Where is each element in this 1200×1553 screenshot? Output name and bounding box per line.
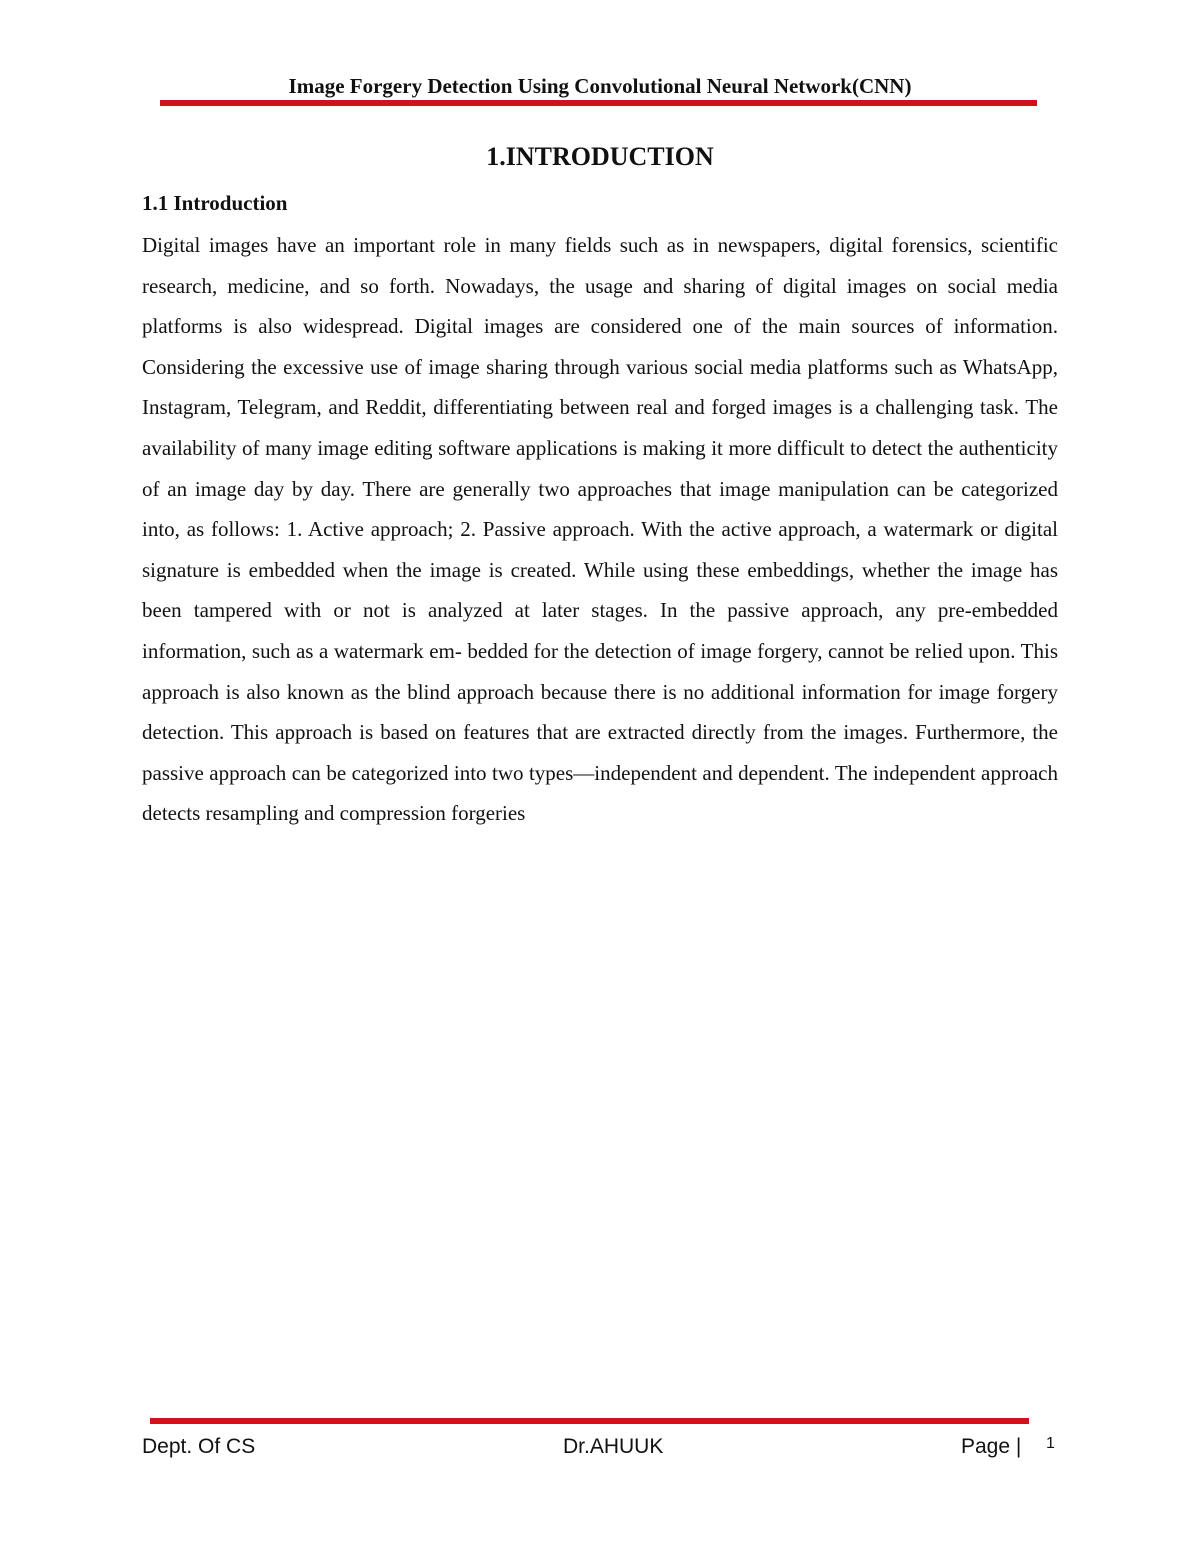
body-paragraph: Digital images have an important role in many fields such as in newspapers, digital forensics, scientific research, medicine, and so forth. Nowadays, the usage and sharing of digital images on social media platforms is also widespread. Digital images are considered one of the main sources of information. Considering the excessive use of image sharing through various social media platforms such as WhatsApp, Instagram, Telegram, and Reddit, differentiating between real and forged images is a challenging task. The availability of many image editing software applications is making it more difficult to detect the authenticity of an image day by day. There are generally two approaches that image manipulation can be categorized into, as follows: 1. Active approach; 2. Passive approach. With the active approach, a watermark or digital signature is embedded when the image is created. While using these embeddings, whether the image has been tampered with or not is analyzed at later stages. In the passive approach, any pre-embedded information, such as a watermark em- bedded for the detection of image forgery, cannot be relied upon. This approach is also known as the blind approach because there is no additional information for image forgery detection. This approach is based on features that are extracted directly from the images. Furthermore, the passive approach can be categorized into two types—independent and dependent. The independent approach detects resampling and compression forgeries [142, 233, 1058, 826]
footer-page-number: 1 [1046, 1435, 1055, 1452]
page-footer [0, 1430, 1200, 1464]
running-header-title: Image Forgery Detection Using Convolutional Neural Network(CNN) [288, 74, 912, 98]
footer-page-label: Page | [961, 1435, 1022, 1458]
footer-department: Dept. Of CS [142, 1435, 256, 1458]
footer-rule [150, 1418, 1029, 1424]
header-rule [160, 100, 1037, 106]
section-heading: 1.1 Introduction [142, 191, 288, 215]
chapter-title: 1.INTRODUCTION [486, 142, 714, 171]
footer-author: Dr.AHUUK [563, 1435, 664, 1458]
